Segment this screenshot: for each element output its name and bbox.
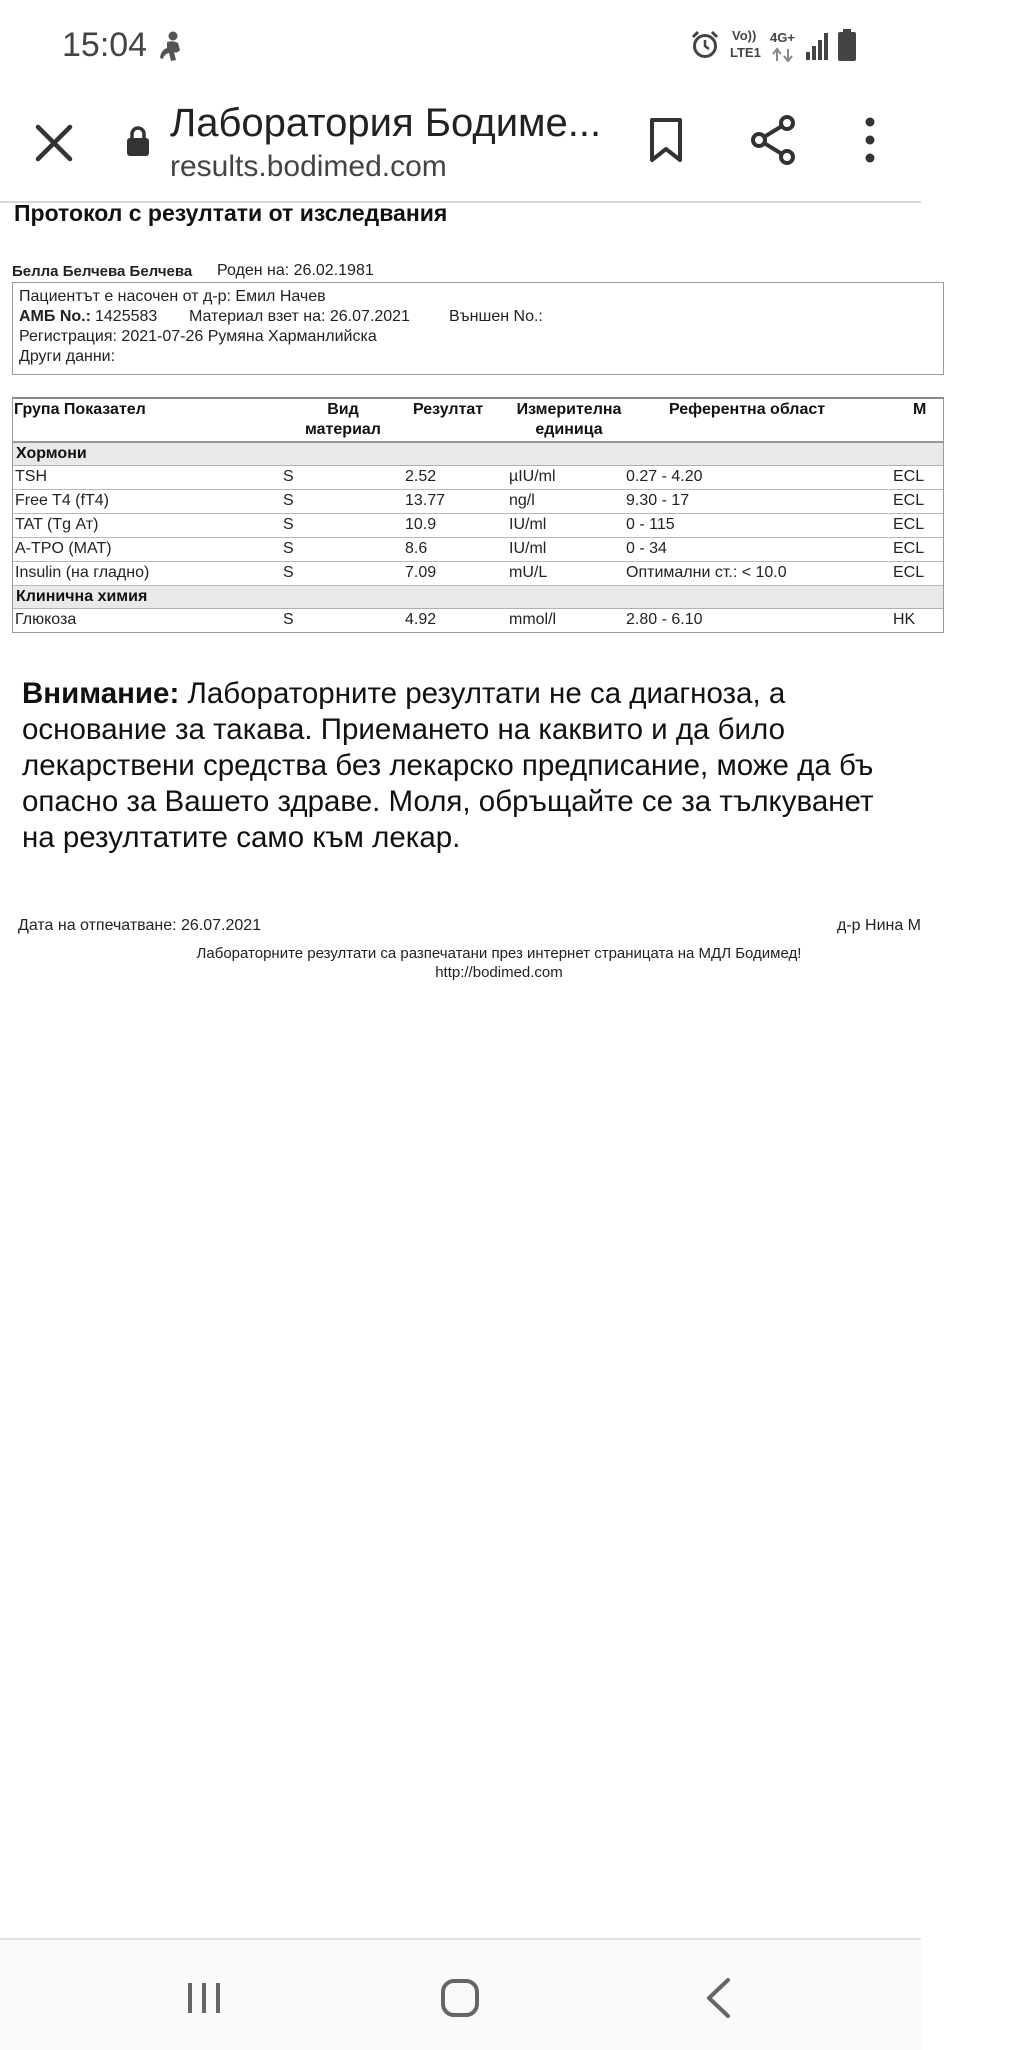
- 4g-data-icon: [772, 48, 794, 62]
- document-title: Протокол с резултати от изследвания: [14, 200, 448, 226]
- table-row: [13, 562, 943, 586]
- warning-line: на резултатите само към лекар.: [22, 821, 461, 854]
- warning-text: [22, 676, 1022, 856]
- material-taken: Материал взет на: 26.07.2021: [189, 308, 410, 325]
- group-label: Клинична химия: [16, 588, 148, 605]
- warning-line: Лабораторните резултати не са диагноза, а: [179, 677, 786, 710]
- header-unit: Измерителна единица: [516, 401, 622, 438]
- header-reference: Референтна област: [669, 401, 826, 418]
- cell-reference: 0 - 34: [626, 540, 667, 557]
- warning-label: Внимание:: [22, 677, 180, 710]
- data-type-label: 4G+: [770, 30, 795, 45]
- birth-date: Роден на: 26.02.1981: [217, 262, 374, 279]
- header-group: Група Показател: [14, 401, 146, 418]
- cell-material: S: [283, 564, 294, 581]
- cell-result: 4.92: [405, 611, 437, 628]
- signal-icon: [805, 32, 829, 60]
- cell-test: Free T4 (fT4): [15, 492, 109, 509]
- cell-test: Insulin (на гладно): [15, 564, 150, 581]
- amb-label: АМБ No.:: [19, 308, 91, 325]
- more-vert-icon[interactable]: [858, 115, 882, 165]
- header-material: Вид материал: [305, 401, 381, 438]
- referred-by: Пациентът е насочен от д-р: Емил Начев: [19, 288, 326, 305]
- footnote-line: Лабораторните резултати са разпечатани през интернет страницата на МДЛ Бодимед!: [196, 945, 802, 962]
- cell-method: HK: [893, 611, 916, 628]
- cell-result: 8.6: [405, 540, 428, 557]
- status-time: 15:04: [62, 26, 148, 64]
- home-icon[interactable]: [440, 1978, 480, 2018]
- group-row-hormones: [13, 443, 943, 466]
- cell-unit: ng/l: [509, 492, 535, 509]
- footnote-link[interactable]: http://bodimed.com: [435, 964, 563, 981]
- external-no: Външен No.:: [449, 308, 543, 325]
- lte-label: LTE1: [730, 45, 761, 60]
- doctor-signature: д-р Нина М: [837, 917, 922, 934]
- results-table: [12, 397, 944, 633]
- cell-method: ECL: [893, 492, 925, 509]
- footnote: [0, 944, 998, 982]
- warning-line: опасно за Вашето здраве. Моля, обръщайте се за тълкуванет: [22, 785, 874, 818]
- warning-line: лекарствени средства без лекарско предписание, може да бъ: [22, 749, 874, 782]
- cell-test: A-TPO (MAT): [15, 540, 112, 557]
- other-data: Други данни:: [19, 348, 116, 365]
- cell-unit: mU/L: [509, 564, 548, 581]
- cell-material: S: [283, 611, 294, 628]
- cell-reference: 9.30 - 17: [626, 492, 690, 509]
- status-bar: [0, 0, 921, 95]
- cell-result: 7.09: [405, 564, 437, 581]
- cell-reference: Оптимални ст.: < 10.0: [626, 564, 787, 581]
- referral-box: [12, 282, 944, 375]
- cell-test: Глюкоза: [15, 611, 77, 628]
- cell-method: ECL: [893, 540, 925, 557]
- table-row: [13, 466, 943, 490]
- navigation-bar: [0, 1938, 921, 2050]
- print-date: Дата на отпечатване: 26.07.2021: [18, 917, 262, 934]
- recent-apps-icon[interactable]: [184, 1980, 224, 2016]
- cell-unit: mmol/l: [509, 611, 557, 628]
- cell-material: S: [283, 492, 294, 509]
- back-icon[interactable]: [704, 1976, 732, 2020]
- amb-value: 1425583: [95, 308, 158, 325]
- table-row: [13, 514, 943, 538]
- battery-icon: [838, 29, 856, 61]
- table-header: [13, 399, 943, 443]
- warning-line: основание за такава. Приемането на каквито и да било: [22, 713, 785, 746]
- cell-unit: µIU/ml: [509, 468, 556, 485]
- table-row: [13, 609, 943, 632]
- registration: Регистрация: 2021-07-26 Румяна Харманлийска: [19, 328, 377, 345]
- url-text[interactable]: results.bodimed.com: [170, 150, 447, 183]
- cell-reference: 0.27 - 4.20: [626, 468, 703, 485]
- cell-reference: 2.80 - 6.10: [626, 611, 703, 628]
- header-result: Резултат: [413, 401, 484, 418]
- group-row-clinical-chemistry: [13, 586, 943, 609]
- cell-reference: 0 - 115: [626, 516, 675, 533]
- cell-test: TSH: [15, 468, 47, 485]
- volte-label: Vo)): [732, 28, 757, 43]
- cell-material: S: [283, 468, 294, 485]
- cell-result: 10.9: [405, 516, 437, 533]
- cell-material: S: [283, 540, 294, 557]
- table-row: [13, 538, 943, 562]
- cell-unit: IU/ml: [509, 540, 547, 557]
- share-icon[interactable]: [750, 115, 796, 165]
- cell-method: ECL: [893, 564, 925, 581]
- alarm-icon: [690, 30, 720, 60]
- patient-name: Белла Белчева Белчева: [12, 263, 193, 280]
- cell-result: 13.77: [405, 492, 446, 509]
- group-label: Хормони: [16, 445, 87, 462]
- header-method: М: [913, 401, 927, 418]
- activity-figure-icon: [158, 30, 186, 64]
- page-title[interactable]: Лаборатория Бодиме...: [170, 101, 602, 145]
- browser-toolbar: [0, 95, 921, 201]
- table-row: [13, 490, 943, 514]
- lock-icon: [126, 125, 150, 157]
- cell-result: 2.52: [405, 468, 437, 485]
- cell-method: ECL: [893, 516, 925, 533]
- cell-method: ECL: [893, 468, 925, 485]
- cell-unit: IU/ml: [509, 516, 547, 533]
- cell-test: TAT (Tg Ат): [15, 516, 99, 533]
- cell-material: S: [283, 516, 294, 533]
- bookmark-icon[interactable]: [648, 117, 684, 163]
- close-icon[interactable]: [32, 121, 76, 165]
